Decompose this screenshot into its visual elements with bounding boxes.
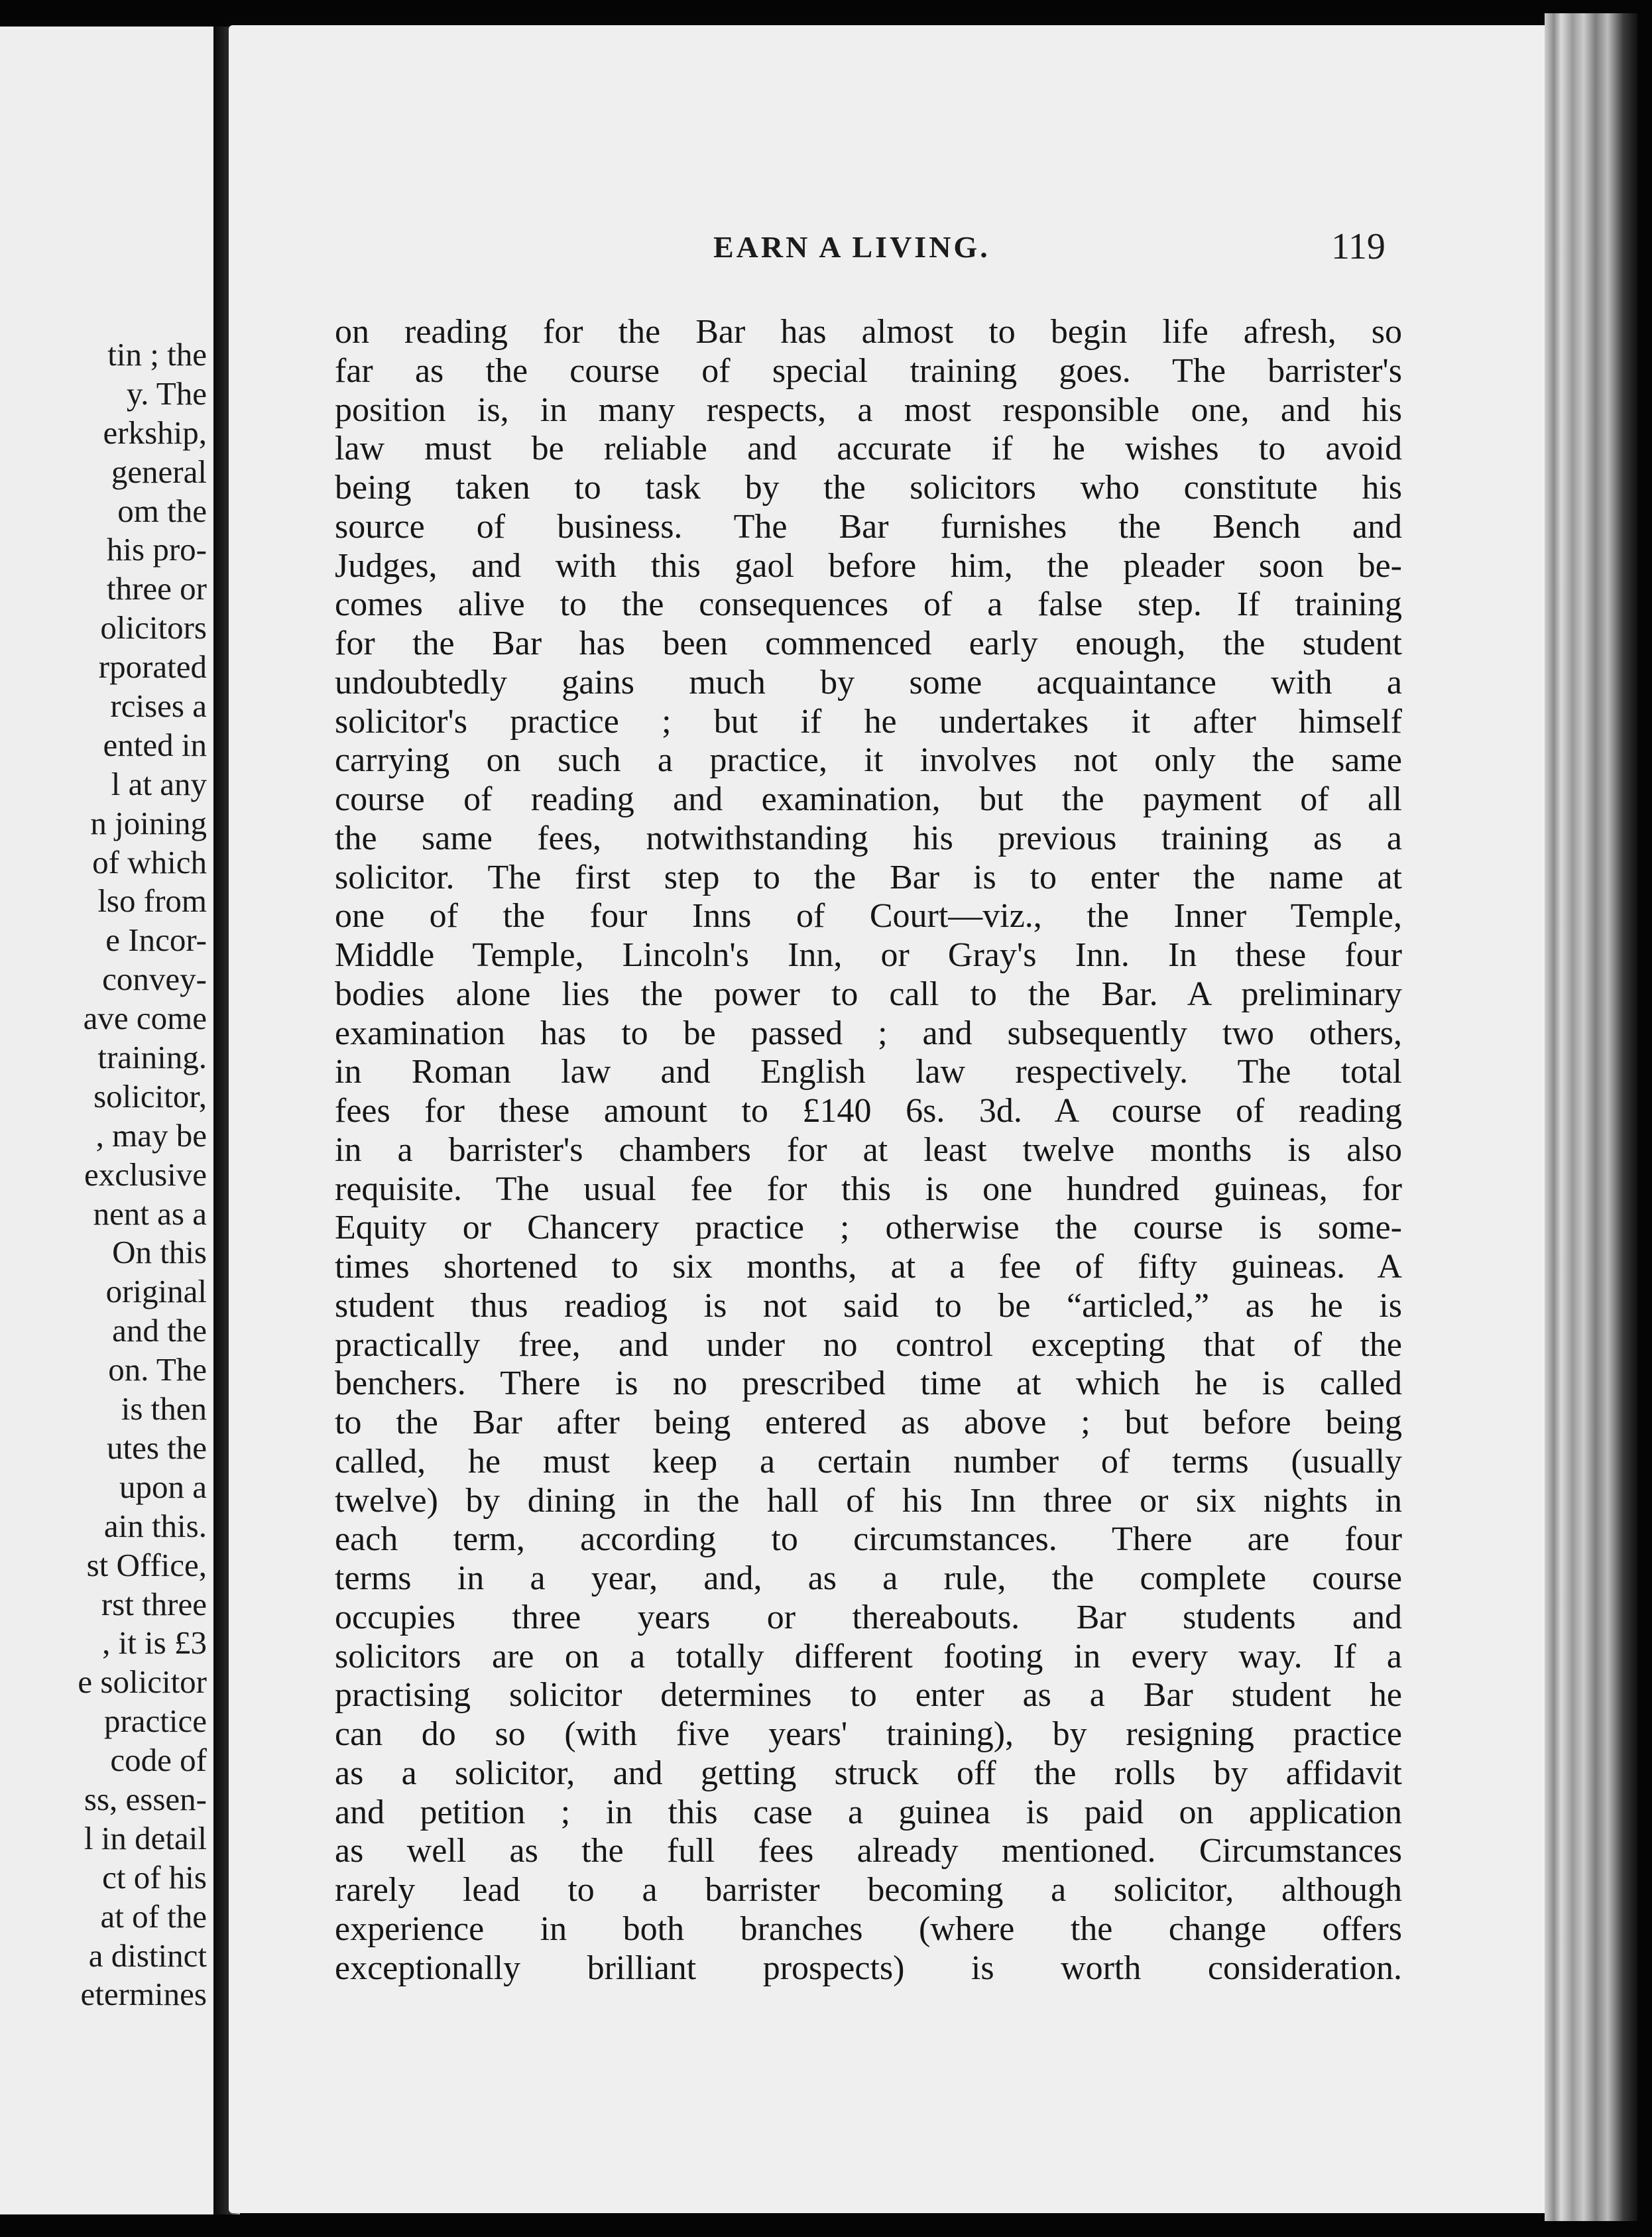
previous-page-line: ave come xyxy=(83,1000,207,1037)
previous-page-line: ain this. xyxy=(103,1507,207,1544)
text-line: solicitors are on a totally different footing in every way. If a xyxy=(335,1637,1402,1675)
previous-page-line: code of xyxy=(110,1742,207,1779)
text-line: one of the four Inns of Court—viz., the Inner Temple, xyxy=(335,897,1402,936)
previous-page-line: l at any xyxy=(111,765,207,802)
text-line: can do so (with five years' training), by resigning practice xyxy=(335,1715,1402,1753)
text-line: called, he must keep a certain number of terms (usually xyxy=(335,1442,1402,1481)
previous-page-line: of which xyxy=(92,843,207,880)
text-line: on reading for the Bar has almost to begin life afresh, so xyxy=(335,313,1402,351)
previous-page-line: original xyxy=(105,1273,207,1310)
previous-page-line: etermines xyxy=(80,1976,207,2013)
previous-page-line: a distinct xyxy=(88,1937,207,1974)
text-line: Middle Temple, Lincoln's Inn, or Gray's Inn. In these four xyxy=(335,936,1402,974)
book-page-edges xyxy=(1545,13,1637,2221)
previous-page-line: ss, essen- xyxy=(84,1780,207,1817)
previous-page-line: olicitors xyxy=(100,609,207,646)
previous-page-line: practice xyxy=(103,1703,207,1740)
previous-page-line: exclusive xyxy=(84,1156,207,1193)
text-line: fees for these amount to £140 6s. 3d. A course of reading xyxy=(335,1092,1402,1130)
previous-page-line: his pro- xyxy=(106,531,207,568)
previous-page-line: nent as a xyxy=(93,1195,207,1232)
text-line: in a barrister's chambers for at least twelve months is also xyxy=(335,1130,1402,1169)
text-line: the same fees, notwithstanding his previous training as a xyxy=(335,819,1402,857)
text-line: course of reading and examination, but the payment of all xyxy=(335,780,1402,818)
text-line: benchers. There is no prescribed time at which he is called xyxy=(335,1364,1402,1403)
previous-page-line: y. The xyxy=(126,375,207,412)
text-line: and petition ; in this case a guinea is paid on application xyxy=(335,1793,1402,1831)
running-head: EARN A LIVING. xyxy=(713,230,990,264)
text-line: terms in a year, and, as a rule, the complete course xyxy=(335,1559,1402,1597)
body-text xyxy=(335,313,1402,1988)
previous-page-line: lso from xyxy=(97,882,207,920)
previous-page-line: general xyxy=(111,453,207,490)
previous-page-line: upon a xyxy=(119,1468,207,1505)
text-line: undoubtedly gains much by some acquaintance with a xyxy=(335,663,1402,701)
text-line: exceptionally brilliant prospects) is worth consideration. xyxy=(335,1949,1402,1987)
previous-page-line: tin ; the xyxy=(107,336,207,373)
previous-page-line: utes the xyxy=(106,1429,207,1466)
text-line: as well as the full fees already mentioned. Circumstances xyxy=(335,1832,1402,1870)
text-line: each term, according to circumstances. There are four xyxy=(335,1520,1402,1559)
text-line: occupies three years or thereabouts. Bar students and xyxy=(335,1598,1402,1636)
previous-page-line: and the xyxy=(112,1312,207,1349)
text-line: bodies alone lies the power to call to the Bar. A preliminary xyxy=(335,975,1402,1013)
previous-page-line: ct of his xyxy=(102,1858,207,1896)
previous-page-line: ented in xyxy=(103,726,207,763)
previous-page-line: n joining xyxy=(90,804,207,841)
text-line: Judges, and with this gaol before him, the pleader soon be- xyxy=(335,546,1402,585)
text-line: comes alive to the consequences of a false step. If training xyxy=(335,585,1402,624)
previous-page-line: e solicitor xyxy=(78,1663,207,1701)
text-line: being taken to task by the solicitors who constitute his xyxy=(335,469,1402,507)
previous-page-text xyxy=(8,335,207,2014)
previous-page-fragment xyxy=(0,27,217,2214)
text-line: for the Bar has been commenced early enough, the student xyxy=(335,625,1402,662)
previous-page-line: , it is £3 xyxy=(102,1624,207,1662)
previous-page-line: training. xyxy=(97,1039,207,1076)
text-line: solicitor's practice ; but if he undertakes it after himself xyxy=(335,702,1402,741)
text-line: twelve) by dining in the hall of his Inn three or six nights in xyxy=(335,1481,1402,1520)
text-line: Equity or Chancery practice ; otherwise the course is some- xyxy=(335,1209,1402,1247)
previous-page-line: at of the xyxy=(100,1898,207,1935)
previous-page-line: rporated xyxy=(98,648,207,686)
previous-page-line: solicitor, xyxy=(93,1077,207,1115)
previous-page-line: on. The xyxy=(108,1351,207,1388)
text-line: in Roman law and English law respectively. The total xyxy=(335,1053,1402,1091)
text-line: solicitor. The first step to the Bar is to enter the name at xyxy=(335,858,1402,896)
text-line: practising solicitor determines to enter as a Bar student he xyxy=(335,1676,1402,1715)
text-line: times shortened to six months, at a fee of fifty guineas. A xyxy=(335,1248,1402,1286)
page-number: 119 xyxy=(1331,226,1386,267)
text-line: requisite. The usual fee for this is one hundred guineas, for xyxy=(335,1170,1402,1208)
text-line: source of business. The Bar furnishes the Bench and xyxy=(335,507,1402,546)
text-line: examination has to be passed ; and subsequently two others, xyxy=(335,1014,1402,1052)
previous-page-line: three or xyxy=(107,570,207,607)
previous-page-line: erkship, xyxy=(103,414,207,451)
text-line: position is, in many respects, a most responsible one, and his xyxy=(335,391,1402,429)
previous-page-line: rst three xyxy=(101,1585,207,1622)
text-line: far as the course of special training goes. The barrister's xyxy=(335,351,1402,390)
text-line: law must be reliable and accurate if he wishes to avoid xyxy=(335,430,1402,468)
text-line: to the Bar after being entered as above ; but before being xyxy=(335,1404,1402,1441)
text-line: rarely lead to a barrister becoming a solicitor, although xyxy=(335,1871,1402,1909)
text-line: practically free, and under no control excepting that of the xyxy=(335,1325,1402,1364)
previous-page-line: om the xyxy=(117,492,207,529)
previous-page-line: rcises a xyxy=(110,688,207,725)
previous-page-line: l in detail xyxy=(84,1819,207,1856)
text-line: student thus readiog is not said to be “articled,” as he is xyxy=(335,1286,1402,1325)
text-line: experience in both branches (where the change offers xyxy=(335,1909,1402,1948)
previous-page-line: st Office, xyxy=(86,1546,207,1583)
previous-page-line: is then xyxy=(121,1390,207,1427)
previous-page-line: On this xyxy=(112,1234,207,1271)
text-line: carrying on such a practice, it involves not only the same xyxy=(335,741,1402,780)
previous-page-line: e Incor- xyxy=(105,922,207,959)
text-line: as a solicitor, and getting struck off the rolls by affidavit xyxy=(335,1754,1402,1792)
previous-page-line: , may be xyxy=(95,1117,207,1154)
previous-page-line: convey- xyxy=(102,961,207,998)
